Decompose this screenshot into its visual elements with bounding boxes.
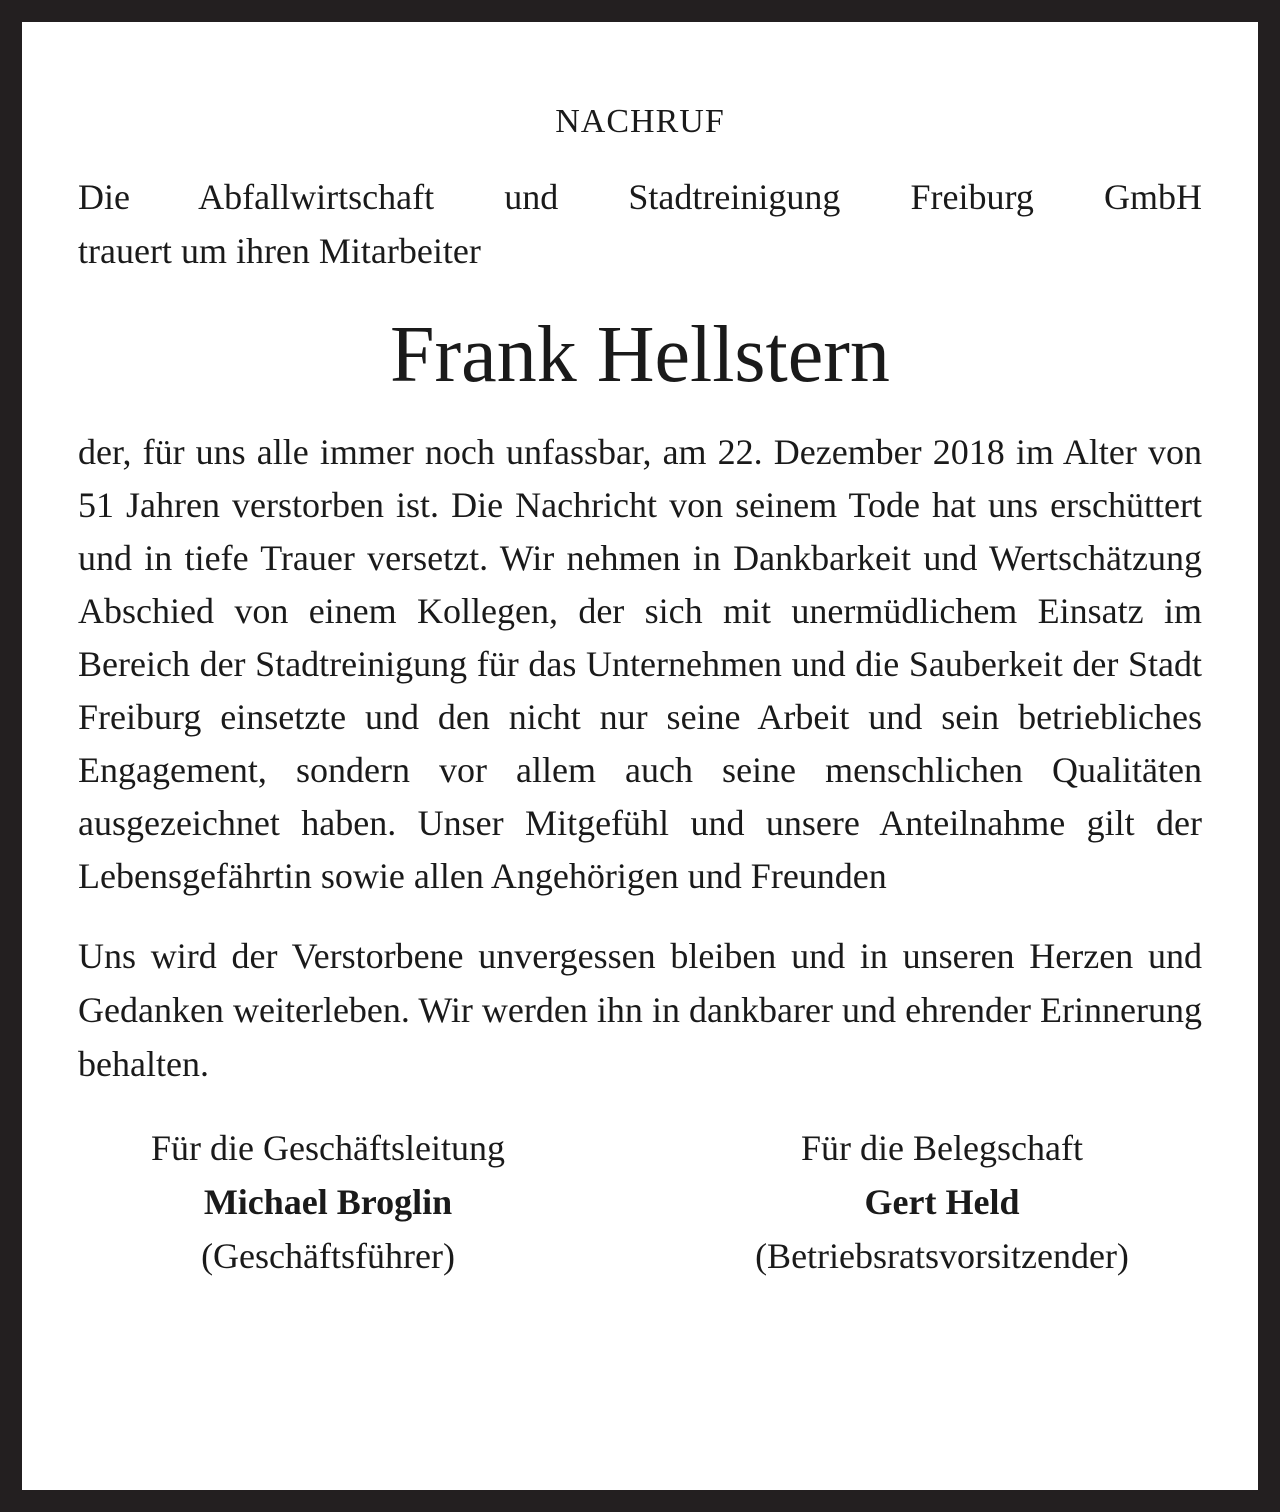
body-text: der, für uns alle immer noch unfassbar, am 22. Dezember 2018 im Alter von 51 Jahren verstorben ist. Die Nachricht von seinem Tode hat uns erschüttert und in tiefe Trauer versetzt. Wir nehmen in Dankbarkeit und Wertschätzung Abschied von einem Kollegen, der sich mit unermüdlichem Einsatz im Bereich der Stadtreinigung für das Unternehmen und die Sauberkeit der Stadt Freiburg einsetzte und den nicht nur seine Arbeit und sein betriebliches Engagement, sondern vor allem auch seine menschlichen Qualitäten ausgezeichnet haben. Unser Mitgefühl und unsere Anteilnahme gilt der Lebensgefährtin sowie allen Angehörigen und Freunden (78, 432, 1202, 896)
signature-staff-label: Für die Belegschaft (801, 1128, 1083, 1168)
signature-management-name: Michael Broglin (203, 1182, 453, 1222)
signature-staff-role: (Betriebsratsvorsitzender) (755, 1236, 1129, 1276)
signature-staff-name: Gert Held (864, 1182, 1020, 1222)
notice-heading: NACHRUF (555, 103, 725, 140)
notice-content (78, 100, 1202, 1283)
signature-management-role: (Geschäftsführer) (201, 1236, 455, 1276)
signature-management (78, 1121, 578, 1283)
intro-text (78, 170, 1202, 278)
signature-staff (682, 1121, 1202, 1283)
deceased-name: Frank Hellstern (390, 311, 890, 399)
closing-text: Uns wird der Verstorbene unvergessen bleiben und in unseren Herzen und Gedanken weiterleben. Wir werden ihn in dankbarer und ehrender Erinnerung behalten. (78, 936, 1202, 1084)
signature-block (78, 1121, 1202, 1283)
intro-line-2: trauert um ihren Mitarbeiter (78, 231, 481, 271)
intro-line-1: Die Abfallwirtschaft und Stadtreinigung Freiburg GmbH (78, 177, 1202, 217)
signature-management-label: Für die Geschäftsleitung (151, 1128, 505, 1168)
